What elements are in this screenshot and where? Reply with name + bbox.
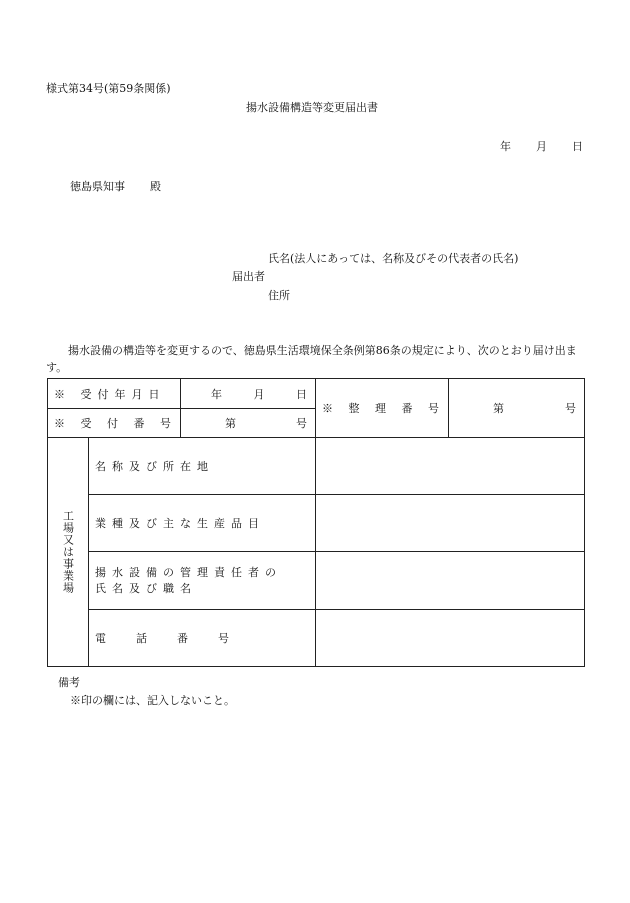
row-label-manager: 揚水設備の管理責任者の氏名及び職名 <box>89 552 316 610</box>
received-day-label: 日 <box>296 387 307 401</box>
received-date-label: ※ 受付年月日 <box>48 379 181 409</box>
submitter-name-label: 氏名(法人にあっては、名称及びその代表者の氏名) <box>268 252 519 265</box>
row-label-phone: 電話番号 <box>89 610 316 667</box>
date-day-label: 日 <box>572 140 583 153</box>
received-number-suffix: 号 <box>296 417 307 430</box>
section-label-cell <box>48 438 89 667</box>
form-table <box>47 378 585 667</box>
form-number: 様式第34号(第59条関係) <box>46 82 171 95</box>
received-number-label: ※ 受 付 番 号 <box>48 409 181 438</box>
received-month-label: 月 <box>253 387 265 401</box>
row-value-manager[interactable] <box>316 552 585 610</box>
remarks-title: 備考 <box>58 676 80 689</box>
addressee-name: 徳島県知事 <box>70 180 125 193</box>
row-label-name-location: 名称及び所在地 <box>89 438 316 495</box>
remarks-note: ※印の欄には、記入しないこと。 <box>70 694 235 707</box>
received-number-prefix: 第 <box>225 417 236 430</box>
row-value-industry[interactable] <box>316 495 585 552</box>
received-year-label: 年 <box>211 387 222 401</box>
row-label-industry: 業種及び主な生産品目 <box>89 495 316 552</box>
row-value-name-location[interactable] <box>316 438 585 495</box>
date-month-label: 月 <box>536 140 547 153</box>
date-year-label: 年 <box>500 140 511 153</box>
received-date-field[interactable] <box>181 379 316 409</box>
row-value-phone[interactable] <box>316 610 585 667</box>
reference-prefix: 第 <box>493 402 504 415</box>
document-title: 揚水設備構造等変更届出書 <box>246 101 378 114</box>
reference-number-field[interactable] <box>449 379 585 438</box>
body-text: 揚水設備の構造等を変更するので、徳島県生活環境保全条例第86条の規定により、次のとおり届け出ます。 <box>46 344 577 374</box>
submitter-label: 届出者 <box>232 270 265 283</box>
reference-suffix: 号 <box>565 402 576 415</box>
submitter-address-label: 住所 <box>268 289 290 302</box>
addressee-suffix: 殿 <box>150 180 161 193</box>
reference-number-label: ※ 整 理 番 号 <box>316 379 449 438</box>
section-label: 工場又は事業場 <box>61 510 75 594</box>
received-number-field[interactable] <box>181 409 316 438</box>
